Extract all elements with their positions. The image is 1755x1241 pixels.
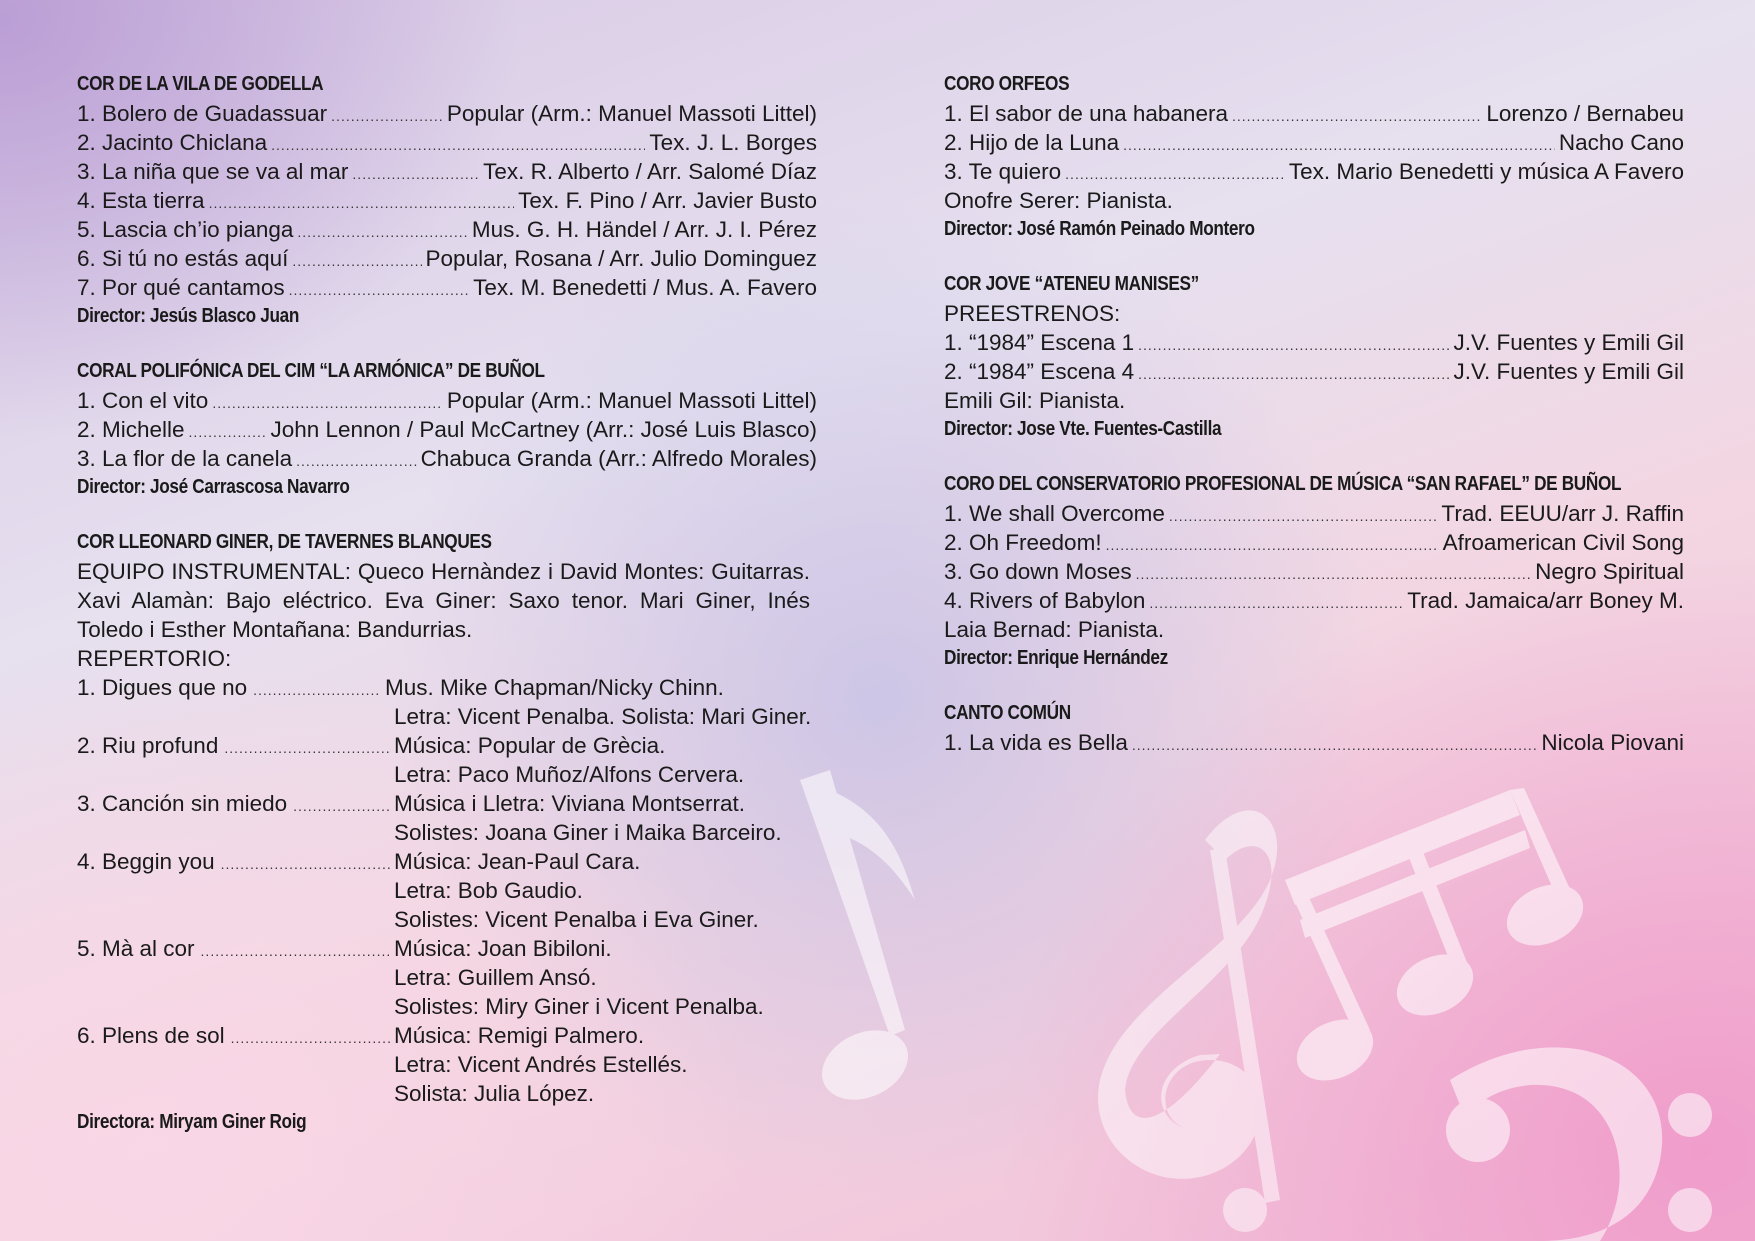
program-item: 5. Lascia ch’io pianga ..... Mus. G. H. Händel / Arr. J. I. Pérez [77,215,817,244]
repertoire-item: 3. Canción sin miedo ..... Música i Lletra: Viviana Montserrat. Solistes: Joana Giner i Maika Barceiro. [77,789,817,847]
program-item: 1. Bolero de Guadassuar ..... Popular (Arm.: Manuel Massoti Littel) [77,99,817,128]
section-coral-la-armonica [77,357,817,502]
program-item: 1. We shall Overcome ..... Trad. EEUU/arr J. Raffin [944,499,1684,528]
program-item: 2. Hijo de la Luna ..... Nacho Cano [944,128,1684,157]
section-coro-conservatorio-san-rafael [944,470,1684,673]
pianist-credit: Laia Bernad: Pianista. [944,617,1165,642]
program-item: 2. Jacinto Chiclana ..... Tex. J. L. Borges [77,128,817,157]
program-item: 3. La flor de la canela ..... Chabuca Granda (Arr.: Alfredo Morales) [77,444,817,473]
section-title: COR JOVE “ATENEU MANISES” [944,273,1199,295]
director-credit: Director: José Carrascosa Navarro [77,476,350,498]
section-title: COR DE LA VILA DE GODELLA [77,73,324,95]
section-title: CANTO COMÚN [944,702,1071,724]
right-column [944,70,1684,783]
program-item: 6. Si tú no estás aquí ..... Popular, Rosana / Arr. Julio Dominguez [77,244,817,273]
treble-clef-icon [1098,810,1280,1232]
bass-clef-icon [1446,1047,1712,1241]
section-title: CORO ORFEOS [944,73,1070,95]
section-coro-orfeos [944,70,1684,244]
program-item: 1. El sabor de una habanera ..... Lorenzo / Bernabeu [944,99,1684,128]
director-credit: Director: José Ramón Peinado Montero [944,218,1255,240]
director-credit: Director: Jose Vte. Fuentes-Castilla [944,418,1222,440]
pianist-credit: Emili Gil: Pianista. [944,388,1126,413]
preestrenos-label: PREESTRENOS: [944,301,1121,326]
eighth-note-icon [800,770,919,1113]
program-item: 2. “1984” Escena 4 ..... J.V. Fuentes y Emili Gil [944,357,1684,386]
left-column [77,70,817,1163]
repertoire-item: 6. Plens de sol ..... Música: Remigi Palmero. Letra: Vicent Andrés Estellés. Solista: Julia López. [77,1021,817,1108]
repertoire-item: 2. Riu profund ..... Música: Popular de Grècia. Letra: Paco Muñoz/Alfons Cervera. [77,731,817,789]
program-item: 1. “1984” Escena 1 ..... J.V. Fuentes y Emili Gil [944,328,1684,357]
section-title: CORAL POLIFÓNICA DEL CIM “LA ARMÓNICA” DE BUÑOL [77,360,545,382]
repertoire-item: 5. Mà al cor ..... Música: Joan Bibiloni. Letra: Guillem Ansó. Solistes: Miry Giner i Vicent Penalba. [77,934,817,1021]
director-credit: Director: Enrique Hernández [944,647,1168,669]
program-item: 4. Esta tierra ..... Tex. F. Pino / Arr. Javier Busto [77,186,817,215]
program-item: 2. Oh Freedom! ..... Afroamerican Civil Song [944,528,1684,557]
program-item: 1. Con el vito ..... Popular (Arm.: Manuel Massoti Littel) [77,386,817,415]
section-cor-vila-godella [77,70,817,331]
section-cor-jove-ateneu-manises [944,270,1684,444]
repertoire-item: 4. Beggin you ..... Música: Jean-Paul Cara. Letra: Bob Gaudio. Solistes: Vicent Penalba i Eva Giner. [77,847,817,934]
program-item: 3. Te quiero ..... Tex. Mario Benedetti y música A Favero [944,157,1684,186]
program-item: 3. Go down Moses ..... Negro Spiritual [944,557,1684,586]
instrumental-team: EQUIPO INSTRUMENTAL: Queco Hernàndez i David Montes: Guitarras. Xavi Alamàn: Bajo eléctrico. Eva Giner: Saxo tenor. Mari Giner, Inés Toledo i Esther Montañana: Bandurrias. [77,559,810,642]
director-credit: Director: Jesús Blasco Juan [77,305,300,327]
repertoire-item: 1. Digues que no ..... Mus. Mike Chapman/Nicky Chinn. Letra: Vicent Penalba. Solista: Mari Giner. [77,673,817,731]
section-title: COR LLEONARD GINER, DE TAVERNES BLANQUES [77,531,492,553]
repertoire-label: REPERTORIO: [77,646,232,671]
director-credit: Directora: Miryam Giner Roig [77,1111,307,1133]
program-item: 2. Michelle ..... John Lennon / Paul McCartney (Arr.: José Luis Blasco) [77,415,817,444]
pianist-credit: Onofre Serer: Pianista. [944,188,1173,213]
beamed-notes-icon [1285,788,1593,1092]
program-item: 1. La vida es Bella ..... Nicola Piovani [944,728,1684,757]
section-title: CORO DEL CONSERVATORIO PROFESIONAL DE MÚSICA “SAN RAFAEL” DE BUÑOL [944,473,1622,495]
program-item: 4. Rivers of Babylon ..... Trad. Jamaica/arr Boney M. [944,586,1684,615]
program-item: 3. La niña que se va al mar ..... Tex. R. Alberto / Arr. Salomé Díaz [77,157,817,186]
section-cor-lleonard-giner [77,528,817,1137]
program-item: 7. Por qué cantamos ..... Tex. M. Benedetti / Mus. A. Favero [77,273,817,302]
section-canto-comun [944,699,1684,757]
